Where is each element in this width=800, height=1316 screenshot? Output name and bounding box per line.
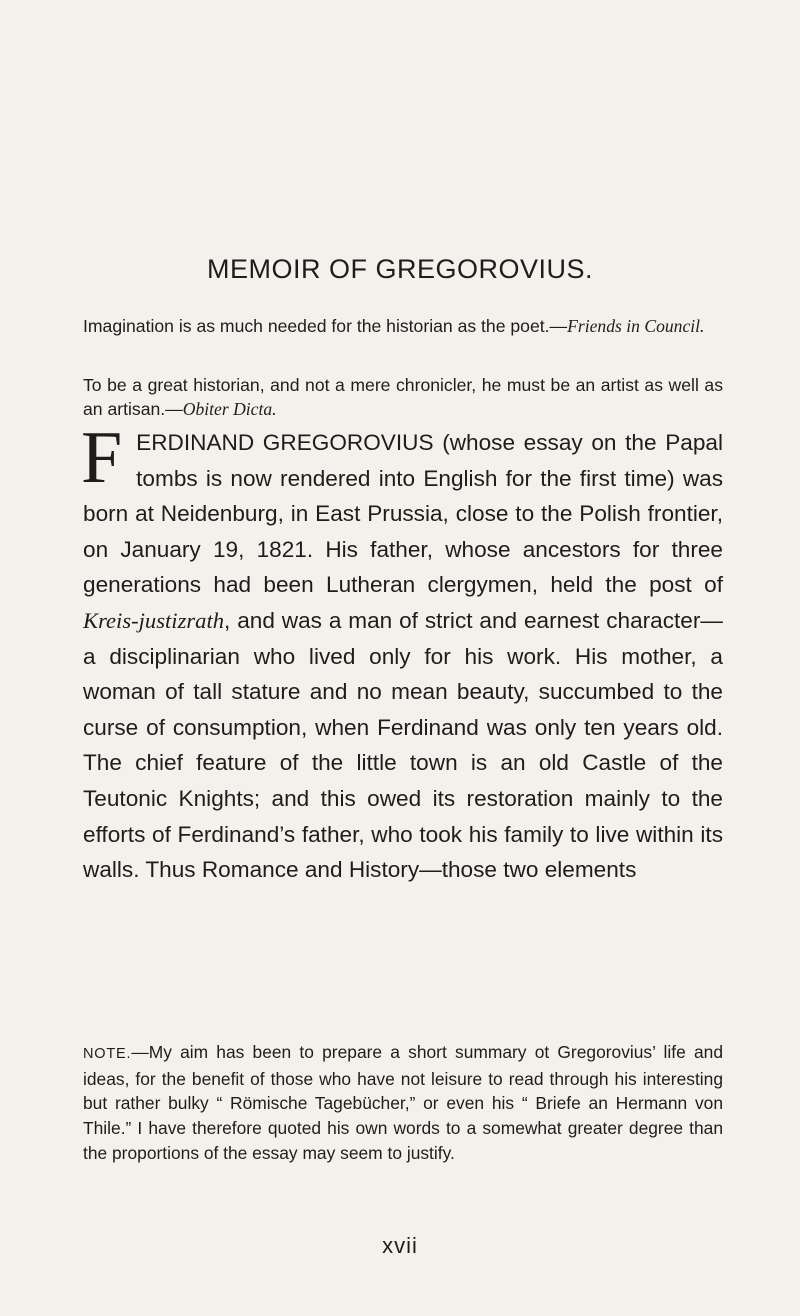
note-label: NOTE. (83, 1046, 132, 1062)
note-text: —My aim has been to prepare a short summary ot Gregorovius’ life and ideas, for the benefit of those who have not leisure to read through his interesting but rather bulky “ Römische Tagebücher,” or even his “ Briefe an Hermann von Thile.” I have therefore quoted his own words to a somewhat greater degree than the proportions of the essay may seem to justify. (83, 1042, 723, 1163)
epigraph-1-text: Imagination is as much needed for the historian as the poet.— (83, 316, 568, 336)
epigraph-1-source: Friends in Council. (567, 316, 705, 336)
italic-term: Kreis-justizrath (83, 607, 225, 633)
main-paragraph (81, 417, 723, 888)
epigraph-1 (83, 314, 723, 338)
footnote (83, 1040, 723, 1166)
paragraph-part-2: , and was a man of strict and earnest character—a disciplinarian who lived only for his work. His mother, a woman of tall stature and no mean beauty, succumbed to the curse of consumption, when Ferdinand was only ten years old. The chief feature of the little town is an old Castle of the Teutonic Knights; and this owed its restoration mainly to the efforts of Ferdinand’s father, who took his family to live within its walls. Thus Romance and History—those two elements (83, 607, 723, 883)
epigraph-2 (83, 373, 723, 421)
page-number: xvii (382, 1233, 418, 1258)
drop-cap: F (81, 417, 123, 499)
epigraph-2-text: To be a great historian, and not a mere chronicler, he must be an artist as well as an artisan.— (83, 375, 723, 419)
epigraph-2-source: Obiter Dicta. (182, 399, 277, 419)
paragraph-part-1: ERDINAND GREGOROVIUS (whose essay on the Papal tombs is now rendered into English for the first time) was born at Neidenburg, in East Prussia, close to the Polish frontier, on January 19, 1821. His father, whose ancestors for three generations had been Lutheran clergymen, held the post of (83, 430, 723, 598)
page-title: MEMOIR OF GREGOROVIUS. (206, 254, 594, 284)
